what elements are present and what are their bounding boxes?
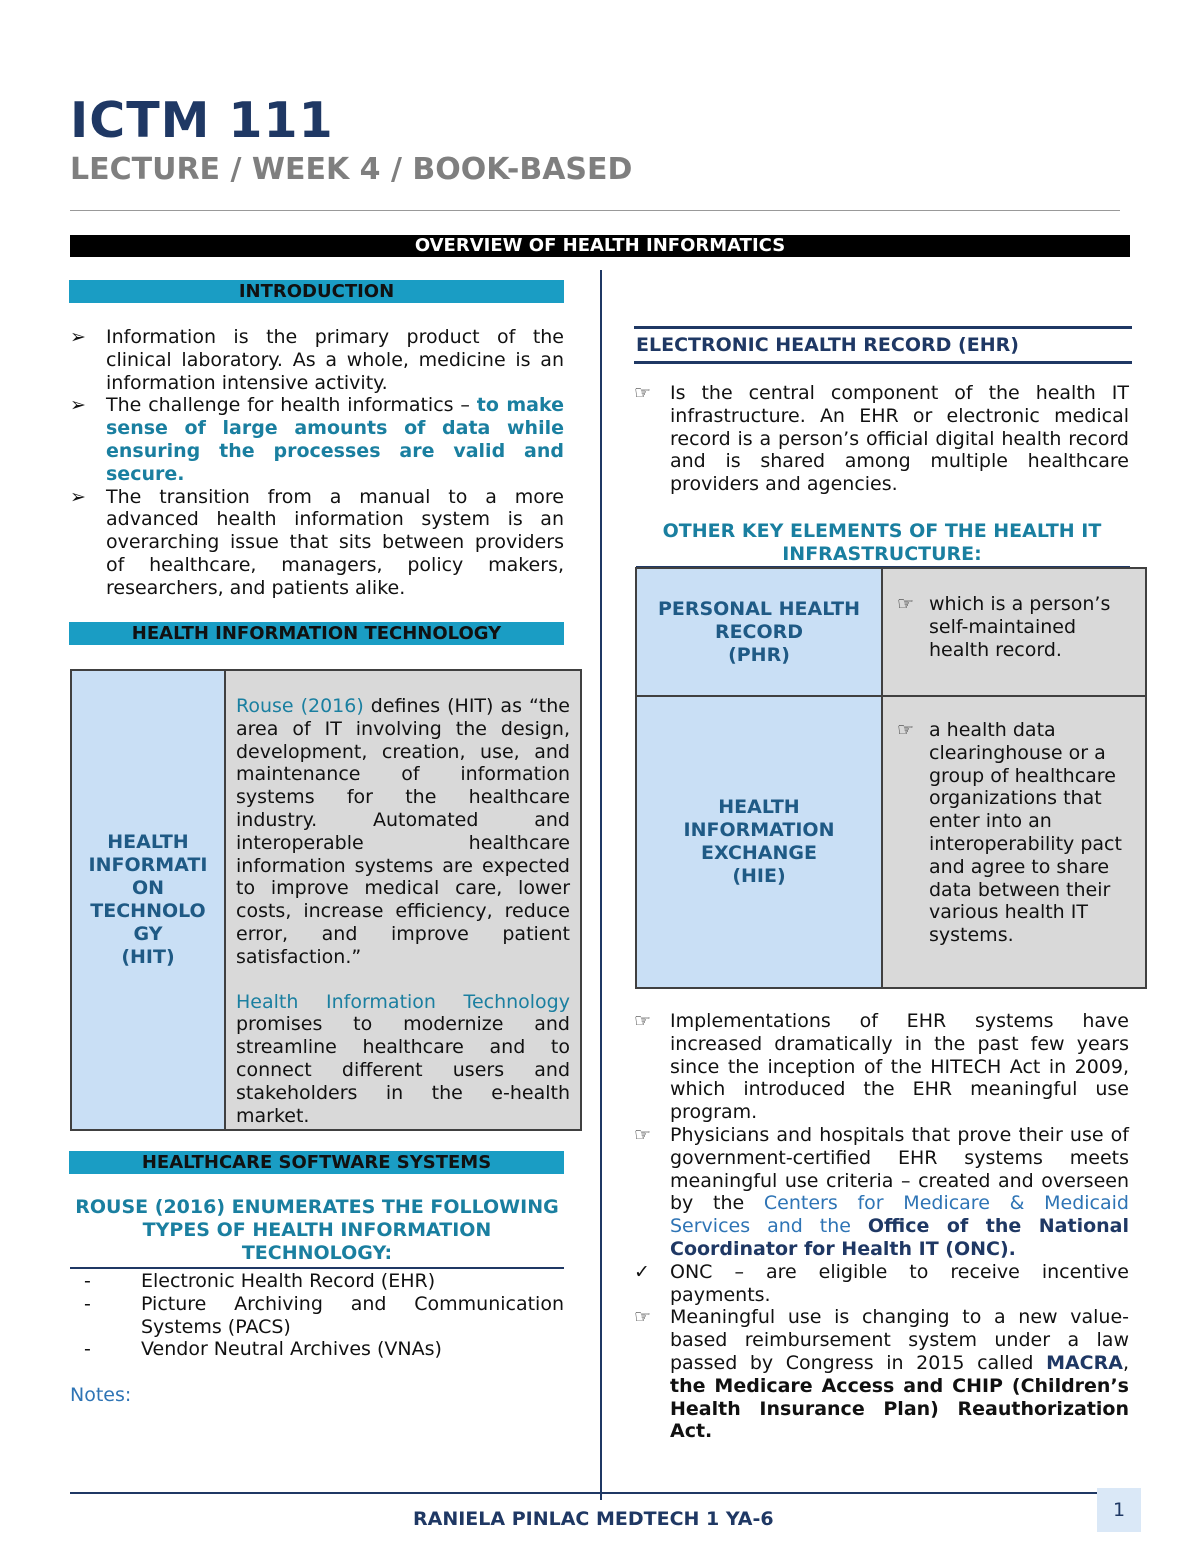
notes-label: Notes: bbox=[70, 1384, 132, 1406]
ehr-note-4-act: the Medicare Access and CHIP (Children’s Health Insurance Plan) Reauthorization Act. bbox=[670, 1374, 1129, 1443]
header-divider bbox=[70, 210, 1120, 211]
list-item bbox=[634, 1010, 1129, 1124]
hit-label-line: TECHNOLO bbox=[90, 900, 206, 923]
hit-heading: HEALTH INFORMATION TECHNOLOGY bbox=[69, 622, 564, 645]
intro-bullet-1: Information is the primary product of the clinical laboratory. As a whole, medicine is an information intensive activity. bbox=[106, 326, 564, 394]
pointing-hand-icon: ☞ bbox=[897, 719, 915, 741]
ehr-note-2-cms: Centers for Medicare & Medicaid Services and the bbox=[670, 1192, 1129, 1238]
hit-label-line: (HIT) bbox=[121, 946, 175, 969]
main-banner: OVERVIEW OF HEALTH INFORMATICS bbox=[70, 235, 1130, 257]
hit-table bbox=[70, 669, 582, 1131]
list-item bbox=[70, 1293, 564, 1339]
ehr-note-4-separator: , bbox=[1122, 1351, 1129, 1374]
footer-divider bbox=[70, 1492, 1120, 1494]
table-row bbox=[636, 696, 1146, 988]
hit-label-line: ON bbox=[131, 877, 165, 900]
hit-definition-cell bbox=[225, 670, 581, 1130]
phr-label-line: (PHR) bbox=[728, 643, 790, 666]
document-subtitle: LECTURE / WEEK 4 / BOOK-BASED bbox=[70, 152, 633, 187]
ehr-note-2-lead: Physicians and hospitals that prove their use of government-certified EHR systems meets meaningful use criteria – created and overseen by the bbox=[670, 1123, 1129, 1215]
hit-label-line: INFORMATI bbox=[88, 854, 208, 877]
list-item bbox=[634, 1306, 1129, 1443]
hit-definition-source: Rouse (2016) bbox=[236, 695, 364, 717]
phr-label-line: PERSONAL HEALTH bbox=[657, 597, 861, 620]
introduction-heading: INTRODUCTION bbox=[69, 280, 564, 303]
ehr-notes-list bbox=[634, 1010, 1129, 1443]
software-item: Picture Archiving and Communication Systems (PACS) bbox=[141, 1292, 564, 1338]
pointing-hand-icon: ☞ bbox=[634, 1010, 652, 1032]
hit-promise bbox=[236, 991, 570, 1128]
software-subheading: ROUSE (2016) ENUMERATES THE FOLLOWING TYPES OF HEALTH INFORMATION TECHNOLOGY: bbox=[75, 1196, 559, 1264]
hie-label-line: (HIE) bbox=[732, 865, 786, 887]
hie-label-line: INFORMATION bbox=[683, 819, 835, 841]
hie-description: a health data clearinghouse or a group of healthcare organizations that enter into an interoperability pact and agree to share data between their various health IT systems. bbox=[929, 719, 1122, 947]
list-item bbox=[70, 486, 564, 600]
document-title: ICTM 111 bbox=[70, 92, 334, 149]
page-number: 1 bbox=[1097, 1488, 1141, 1532]
column-divider bbox=[600, 270, 602, 1500]
intro-bullet-2-lead: The challenge for health informatics – bbox=[106, 394, 477, 417]
hit-definition-text: defines (HIT) as “the area of IT involving the design, development, creation, use, and maintenance of information systems for the healthcare industry. Automated and interoperable healthcare information systems are expected to improve medical care, lower costs, increase efficiency, reduce error, and improve patient satisfaction.” bbox=[236, 695, 570, 968]
hit-promise-text: promises to modernize and streamline healthcare and to connect different users and stakeholders in the e-health market. bbox=[236, 1013, 570, 1127]
dash-bullet: - bbox=[84, 1292, 91, 1315]
hie-label-line: HEALTH bbox=[718, 796, 800, 818]
hit-promise-lead: Health Information Technology bbox=[236, 990, 570, 1013]
hie-label-cell bbox=[636, 696, 882, 988]
software-subheading-rule bbox=[70, 1267, 564, 1269]
introduction-list bbox=[70, 326, 564, 600]
ehr-note-1: Implementations of EHR systems have increased dramatically in the past few years since the inception of the HITECH Act in 2009, which introduced the EHR meaningful use program. bbox=[670, 1010, 1129, 1124]
phr-description: which is a person’s self-maintained health record. bbox=[929, 593, 1111, 661]
pointing-hand-icon: ☞ bbox=[634, 1306, 652, 1329]
arrow-bullet-icon: ➢ bbox=[70, 394, 86, 417]
list-item bbox=[70, 1270, 564, 1293]
intro-bullet-2-highlight: to make sense of large amounts of data while ensuring the processes are valid and secure. bbox=[106, 394, 564, 485]
pointing-hand-icon: ☞ bbox=[634, 382, 652, 404]
list-item bbox=[70, 326, 564, 394]
software-list bbox=[70, 1270, 564, 1361]
table-row bbox=[636, 568, 1146, 696]
dash-bullet: - bbox=[84, 1270, 91, 1292]
phr-description-cell bbox=[882, 568, 1146, 696]
ehr-note-4-macra: MACRA bbox=[1046, 1351, 1123, 1374]
hit-definition bbox=[236, 695, 570, 969]
key-elements-table bbox=[635, 567, 1147, 989]
pointing-hand-icon: ☞ bbox=[897, 593, 915, 615]
hie-description-cell bbox=[882, 696, 1146, 988]
intro-bullet-3: The transition from a manual to a more advanced health information system is an overarching issue that sits between providers of healthcare, managers, policy makers, researchers, and patients alike. bbox=[106, 485, 564, 599]
ehr-note-2-onc: Office of the National Coordinator for Health IT (ONC). bbox=[670, 1215, 1129, 1260]
ehr-note-3: ONC – are eligible to receive incentive payments. bbox=[670, 1260, 1129, 1306]
phr-label-line: RECORD bbox=[714, 620, 804, 643]
software-heading: HEALTHCARE SOFTWARE SYSTEMS bbox=[69, 1151, 564, 1174]
footer-author: RANIELA PINLAC MEDTECH 1 YA-6 bbox=[413, 1508, 774, 1530]
check-mark-icon: ✓ bbox=[634, 1260, 650, 1283]
hit-label-line: HEALTH bbox=[107, 831, 189, 854]
list-item bbox=[891, 719, 1139, 947]
list-item bbox=[634, 1261, 1129, 1307]
arrow-bullet-icon: ➢ bbox=[70, 326, 86, 348]
list-item bbox=[634, 382, 1129, 496]
pointing-hand-icon: ☞ bbox=[634, 1123, 652, 1146]
list-item bbox=[70, 1338, 564, 1361]
list-item bbox=[634, 1124, 1129, 1261]
hie-label-line: EXCHANGE bbox=[701, 842, 817, 864]
hit-label-cell bbox=[71, 670, 225, 1130]
dash-bullet: - bbox=[84, 1338, 91, 1361]
list-item bbox=[891, 593, 1139, 661]
arrow-bullet-icon: ➢ bbox=[70, 485, 86, 508]
phr-label-cell bbox=[636, 568, 882, 696]
key-elements-heading: OTHER KEY ELEMENTS OF THE HEALTH IT INFRASTRUCTURE: bbox=[662, 520, 1102, 565]
software-item: Electronic Health Record (EHR) bbox=[141, 1270, 436, 1292]
hit-label-line: GY bbox=[133, 923, 163, 946]
ehr-description-list bbox=[634, 382, 1129, 496]
list-item bbox=[70, 394, 564, 485]
ehr-note-4-lead: Meaningful use is changing to a new value-based reimbursement system under a law passed by Congress in 2015 called bbox=[670, 1306, 1129, 1374]
ehr-heading: ELECTRONIC HEALTH RECORD (EHR) bbox=[634, 326, 1132, 364]
ehr-description: Is the central component of the health IT infrastructure. An EHR or electronic medical record is a person’s official digital health record and is shared among multiple healthcare providers and agencies. bbox=[670, 382, 1129, 496]
software-item: Vendor Neutral Archives (VNAs) bbox=[141, 1338, 442, 1361]
